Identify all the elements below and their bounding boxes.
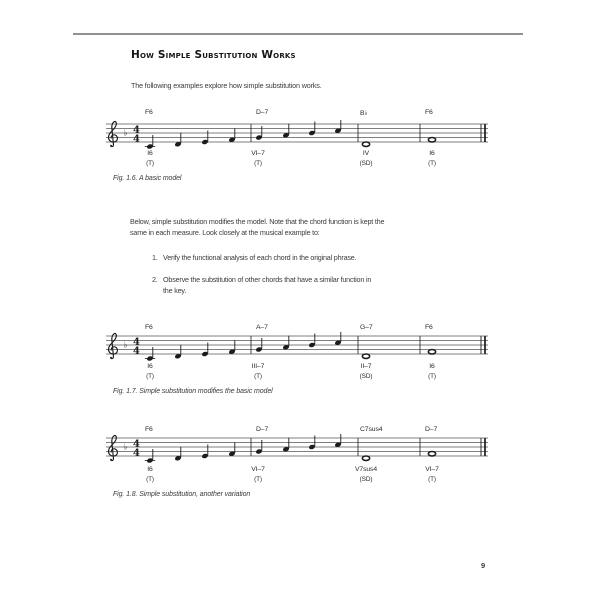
roman-numeral: I6 [147, 466, 153, 473]
section-title: How Simple Substitution Works [131, 49, 296, 61]
chord-symbol: F6 [145, 426, 153, 433]
function-label: (SD) [359, 159, 373, 167]
list-item [152, 275, 371, 296]
time-signature-bottom: 4 [133, 345, 140, 357]
list-marker: 2. [152, 275, 158, 284]
function-label: (T) [428, 475, 436, 483]
figure-3-numeral-row [104, 466, 504, 476]
figure-caption: Fig. 1.8. Simple substitution, another variation [113, 491, 251, 498]
figure-1-chord-row [104, 109, 504, 119]
figure-3-function-row [104, 476, 504, 486]
list-marker: 1. [152, 253, 158, 262]
roman-numeral: I6 [429, 363, 435, 370]
quarter-note-D4 [174, 447, 181, 462]
key-signature-flat-icon: ♭ [123, 442, 128, 453]
time-signature-top: 4 [133, 438, 140, 450]
staff-notation [104, 434, 492, 468]
figure-1-function-row [104, 160, 504, 170]
staff-notation [104, 120, 492, 154]
treble-clef-icon [110, 145, 112, 147]
body-paragraph [130, 217, 384, 238]
key-signature-flat-icon: ♭ [123, 340, 128, 351]
roman-numeral: IV [362, 150, 370, 157]
roman-numeral: II–7 [360, 363, 372, 370]
chord-symbol: A–7 [256, 324, 268, 331]
quarter-note-F4 [228, 128, 235, 143]
figure-2-numeral-row [104, 363, 504, 373]
quarter-note-D4 [174, 133, 181, 148]
whole-note-D4 [362, 354, 369, 358]
intro-paragraph: The following examples explore how simple substitution works. [131, 81, 322, 90]
chord-symbol: F6 [145, 324, 153, 331]
roman-numeral: VI–7 [251, 466, 265, 473]
treble-clef-icon [110, 459, 112, 461]
chord-symbol: D–7 [425, 426, 438, 433]
treble-clef-icon [110, 357, 112, 359]
treble-clef-icon [109, 436, 118, 461]
quarter-note-A4 [282, 336, 289, 351]
whole-note-D4 [362, 142, 369, 146]
chord-symbol: D–7 [256, 426, 269, 433]
function-label: (T) [146, 372, 154, 380]
roman-numeral: I6 [147, 150, 153, 157]
function-label: (T) [254, 475, 262, 483]
chord-symbol: D–7 [256, 109, 269, 116]
roman-numeral: VI–7 [425, 466, 439, 473]
time-signature-top: 4 [133, 336, 140, 348]
function-label: (T) [146, 475, 154, 483]
list-item [152, 253, 356, 264]
quarter-note-F4 [228, 442, 235, 457]
function-label: (T) [428, 372, 436, 380]
list-item-text: the key. [163, 285, 187, 295]
whole-note-D4 [362, 456, 369, 460]
chord-symbol: B♭ [360, 110, 368, 117]
staff-notation [104, 332, 492, 366]
page-number: 9 [481, 561, 486, 570]
whole-note-F4 [428, 138, 435, 142]
chord-symbol: F6 [145, 109, 153, 116]
quarter-note-A4 [282, 124, 289, 139]
function-label: (T) [254, 372, 262, 380]
body-paragraph-line: same in each measure. Look closely at the musical example to: [130, 227, 320, 237]
time-signature-bottom: 4 [133, 447, 140, 459]
chord-symbol: F6 [425, 109, 433, 116]
time-signature-top: 4 [133, 124, 140, 136]
quarter-note-D4 [174, 345, 181, 360]
list-item-text: Verify the functional analysis of each chord in the original phrase. [163, 253, 357, 262]
quarter-note-F4 [228, 340, 235, 355]
key-signature-flat-icon: ♭ [123, 128, 128, 139]
figure-1-numeral-row [104, 150, 504, 160]
quarter-note-A4 [282, 438, 289, 453]
figure-caption: Fig. 1.7. Simple substitution modifies the basic model [113, 388, 273, 395]
treble-clef-icon [109, 122, 118, 147]
roman-numeral: VI–7 [251, 150, 265, 157]
quarter-note-C5 [334, 332, 341, 346]
quarter-note-C5 [334, 120, 341, 134]
chord-symbol: F6 [425, 324, 433, 331]
time-signature-bottom: 4 [133, 133, 140, 145]
header-rule [73, 33, 523, 35]
roman-numeral: I6 [429, 150, 435, 157]
whole-note-F4 [428, 452, 435, 456]
function-label: (T) [254, 159, 262, 167]
roman-numeral: I6 [147, 363, 153, 370]
chord-symbol: C7sus4 [360, 426, 383, 433]
function-label: (T) [428, 159, 436, 167]
whole-note-F4 [428, 350, 435, 354]
figure-caption: Fig. 1.6. A basic model [113, 175, 182, 182]
function-label: (SD) [359, 372, 373, 380]
list-item-text: Observe the substitution of other chords that have a similar function in [163, 275, 372, 284]
figure-2-function-row [104, 373, 504, 383]
roman-numeral: V7sus4 [354, 466, 378, 473]
quarter-note-C5 [334, 434, 341, 448]
body-paragraph-line: Below, simple substitution modifies the model. Note that the chord function is kept the [130, 217, 385, 226]
function-label: (SD) [359, 475, 373, 483]
function-label: (T) [146, 159, 154, 167]
chord-symbol: G–7 [360, 324, 373, 331]
roman-numeral: III–7 [251, 363, 265, 370]
treble-clef-icon [109, 334, 118, 359]
